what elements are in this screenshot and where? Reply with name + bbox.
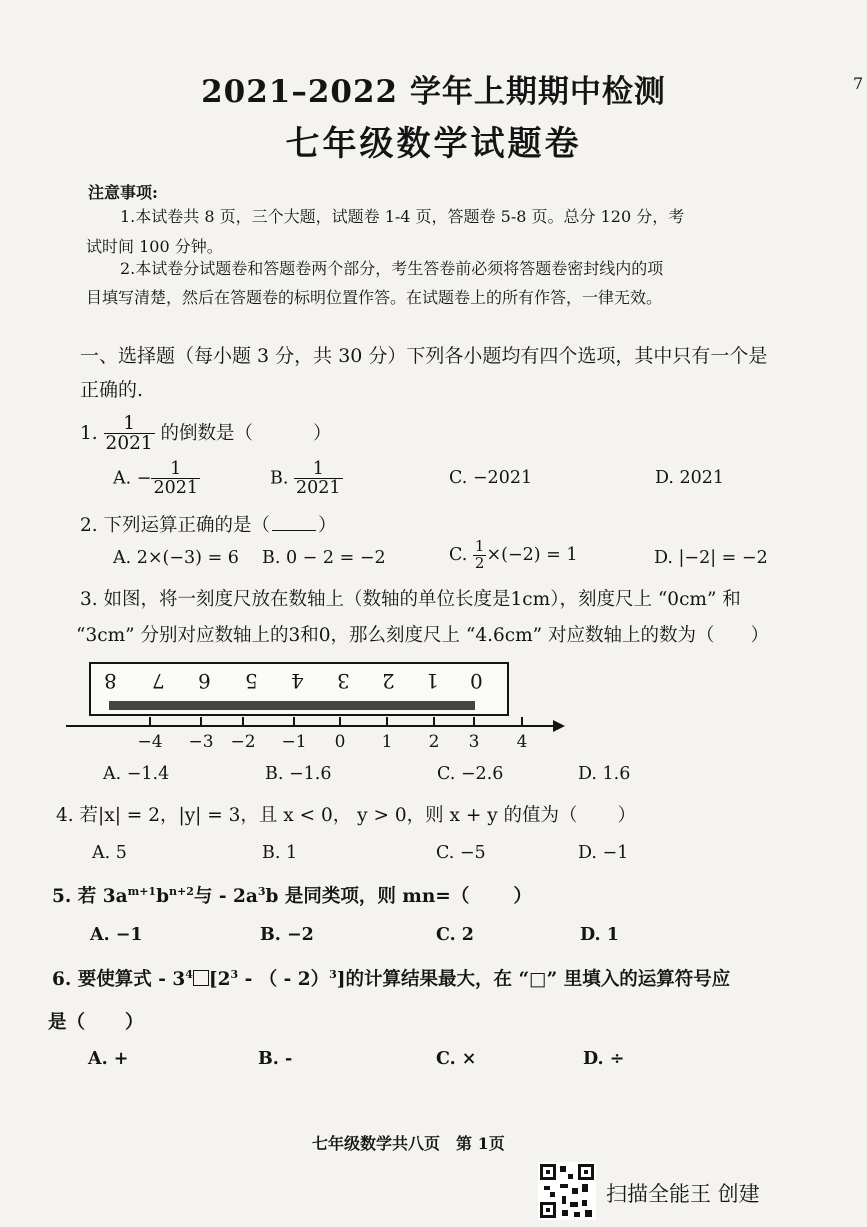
number-line-label: 2: [428, 732, 440, 752]
q5-text: 与 - 2a: [193, 886, 258, 907]
option-label: B.: [270, 468, 289, 489]
q5-option-a: A. −1: [90, 925, 143, 945]
option-fraction: [151, 460, 200, 498]
ruler-tick-label: 8: [104, 669, 117, 693]
ruler-tick-label: 7: [152, 669, 165, 693]
question-1-number: 1.: [80, 422, 98, 444]
number-line-label: −1: [281, 732, 307, 752]
question-2-paren-close: ）: [318, 515, 337, 536]
fraction-numerator: 1: [474, 537, 485, 555]
question-2: [80, 511, 337, 537]
q2-option-b: B. 0 − 2 = −2: [262, 548, 386, 568]
question-2-stem: 2. 下列运算正确的是（: [80, 515, 271, 536]
section-1-heading: 一、选择题（每小题 3 分，共 30 分）下列各小题均有四个选项，其中只有一个是: [80, 345, 768, 367]
q5-option-c: C. 2: [436, 925, 474, 945]
number-line-tick: [433, 717, 435, 726]
q5-option-b: B. −2: [260, 925, 314, 945]
number-line-label: −3: [188, 732, 214, 752]
exam-subtitle: 七年级数学试题卷: [285, 124, 582, 164]
q3-option-d: D. 1.6: [578, 764, 631, 784]
note-item-1-line-1: 1.本试卷共 8 页，三个大题，试题卷 1-4 页，答题卷 5-8 页。总分 120 分，考: [120, 207, 685, 226]
ruler-tick-label: 3: [337, 669, 350, 693]
number-line-tick: [200, 717, 202, 726]
ruler-tick-label: 1: [426, 669, 439, 693]
exam-title: 2021–2022 学年上期期中检测: [201, 74, 666, 110]
number-line-tick: [242, 717, 244, 726]
q6-exponent: 4: [185, 967, 193, 981]
operator-blank-box: [193, 970, 209, 986]
q6-option-d: D. ÷: [583, 1049, 625, 1069]
q4-option-d: D. −1: [578, 843, 629, 863]
q3-option-c: C. −2.6: [437, 764, 504, 784]
number-line-label: 0: [334, 732, 346, 752]
fraction-denominator: 2021: [153, 478, 198, 499]
q1-option-a: [113, 460, 200, 498]
ruler-tick-label: 6: [198, 669, 211, 693]
q5-exponent: 3: [257, 884, 266, 898]
notes-heading: 注意事项:: [88, 183, 158, 202]
question-3-line-1: 3. 如图，将一刻度尺放在数轴上（数轴的单位长度是1cm），刻度尺上 “0cm” 和: [80, 589, 741, 610]
ruler-tick-label: 5: [245, 669, 258, 693]
question-6-line-1: [52, 965, 730, 991]
question-1-paren-close: ）: [313, 422, 332, 444]
q6-paren-close: ）: [125, 1012, 144, 1033]
number-line-label: −2: [230, 732, 256, 752]
q6-option-c: C. ×: [436, 1049, 477, 1069]
note-item-1-line-2: 试时间 100 分钟。: [86, 237, 223, 256]
q6-text: 6. 要使算式 - 3: [52, 969, 186, 990]
scanner-watermark: 扫描全能王 创建: [606, 1182, 760, 1206]
q5-paren-close: ）: [513, 886, 532, 907]
fraction-numerator: 1: [170, 459, 182, 479]
ruler-tick-label: 2: [382, 669, 395, 693]
q5-option-d: D. 1: [580, 925, 619, 945]
note-item-2-line-1: 2.本试卷分试题卷和答题卷两个部分，考生答卷前必须将答题卷密封线内的项: [120, 259, 664, 278]
ruler-tick-label: 4: [291, 669, 304, 693]
question-3-stem: “3cm” 分别对应数轴上的3和0，那么刻度尺上 “4.6cm” 对应数轴上的数为（: [76, 625, 715, 646]
question-1-stem: 的倒数是（: [160, 422, 254, 444]
option-label: A.: [113, 468, 132, 489]
question-1-fraction: [104, 414, 155, 454]
question-4-paren-close: ）: [617, 805, 637, 826]
question-3-line-2: [76, 621, 769, 647]
q6-text: - （ - 2）: [238, 969, 330, 990]
page-footer: 七年级数学共八页 第 1页: [312, 1134, 505, 1153]
question-4: [56, 801, 636, 827]
q4-option-c: C. −5: [436, 843, 486, 863]
option-sign: −: [136, 468, 152, 489]
q1-option-b: [270, 460, 343, 498]
q5-exponent: m+1: [127, 884, 157, 898]
fraction-numerator: 1: [312, 459, 324, 479]
fraction-denominator: 2: [474, 553, 485, 572]
number-line-label: 4: [516, 732, 528, 752]
fraction-denominator: 2021: [296, 478, 341, 499]
q2-option-c: [449, 539, 578, 572]
q6-exponent: 3: [329, 967, 337, 981]
q5-text: b: [156, 886, 170, 907]
number-line-tick: [386, 717, 388, 726]
q3-option-a: A. −1.4: [103, 764, 170, 784]
option-fraction: [294, 460, 343, 498]
q2-option-a: A. 2×(−3) = 6: [113, 548, 239, 568]
question-4-stem: 4. 若|x| = 2，|y| = 3，且 x < 0， y > 0，则 x + y 的值为（: [56, 805, 578, 826]
q1-option-d: D. 2021: [655, 468, 725, 488]
number-line-arrow: [553, 720, 565, 732]
ruler-tick-label: 0: [470, 669, 483, 693]
number-line-tick: [339, 717, 341, 726]
q4-option-b: B. 1: [262, 843, 298, 863]
question-6-line-2: [48, 1008, 144, 1034]
q5-text: 5. 若 3a: [52, 886, 128, 907]
section-1-heading-cont: 正确的.: [80, 379, 144, 401]
number-line-label: −4: [137, 732, 163, 752]
number-line-label: 1: [381, 732, 393, 752]
qr-code-icon: [538, 1162, 596, 1220]
option-expression: ×(−2) = 1: [486, 544, 578, 565]
question-1: [80, 414, 332, 454]
q6-text: [2: [208, 969, 231, 990]
number-line-tick: [521, 717, 523, 726]
note-item-2-line-2: 目填写清楚，然后在答题卷的标明位置作答。在试题卷上的所有作答，一律无效。: [86, 288, 663, 307]
q6-exponent: 3: [230, 967, 239, 981]
option-fraction: [473, 539, 487, 572]
q5-exponent: n+2: [169, 884, 194, 898]
q6-option-b: B. -: [258, 1049, 293, 1069]
option-label: C.: [449, 544, 468, 565]
question-3-paren-close: ）: [750, 625, 770, 646]
fraction-denominator: 2021: [105, 433, 153, 455]
number-line: [66, 725, 556, 727]
q6-text: 是（: [48, 1012, 86, 1033]
number-line-label: 3: [468, 732, 480, 752]
fraction-numerator: 1: [123, 413, 135, 434]
q1-option-c: C. −2021: [449, 468, 533, 488]
q5-text: b 是同类项，则 mn=（: [265, 886, 470, 907]
question-5: [52, 882, 532, 908]
q3-option-b: B. −1.6: [265, 764, 332, 784]
q2-option-d: D. |−2| = −2: [654, 548, 768, 568]
ruler-shaded-bar: [109, 701, 475, 710]
q6-text: ]的计算结果最大，在 “□” 里填入的运算符号应: [336, 969, 731, 990]
number-line-tick: [293, 717, 295, 726]
edge-mark: 7: [853, 74, 864, 93]
number-line-tick: [149, 717, 151, 726]
number-line-tick: [473, 717, 475, 726]
q6-option-a: A. +: [88, 1049, 129, 1069]
q4-option-a: A. 5: [92, 843, 127, 863]
